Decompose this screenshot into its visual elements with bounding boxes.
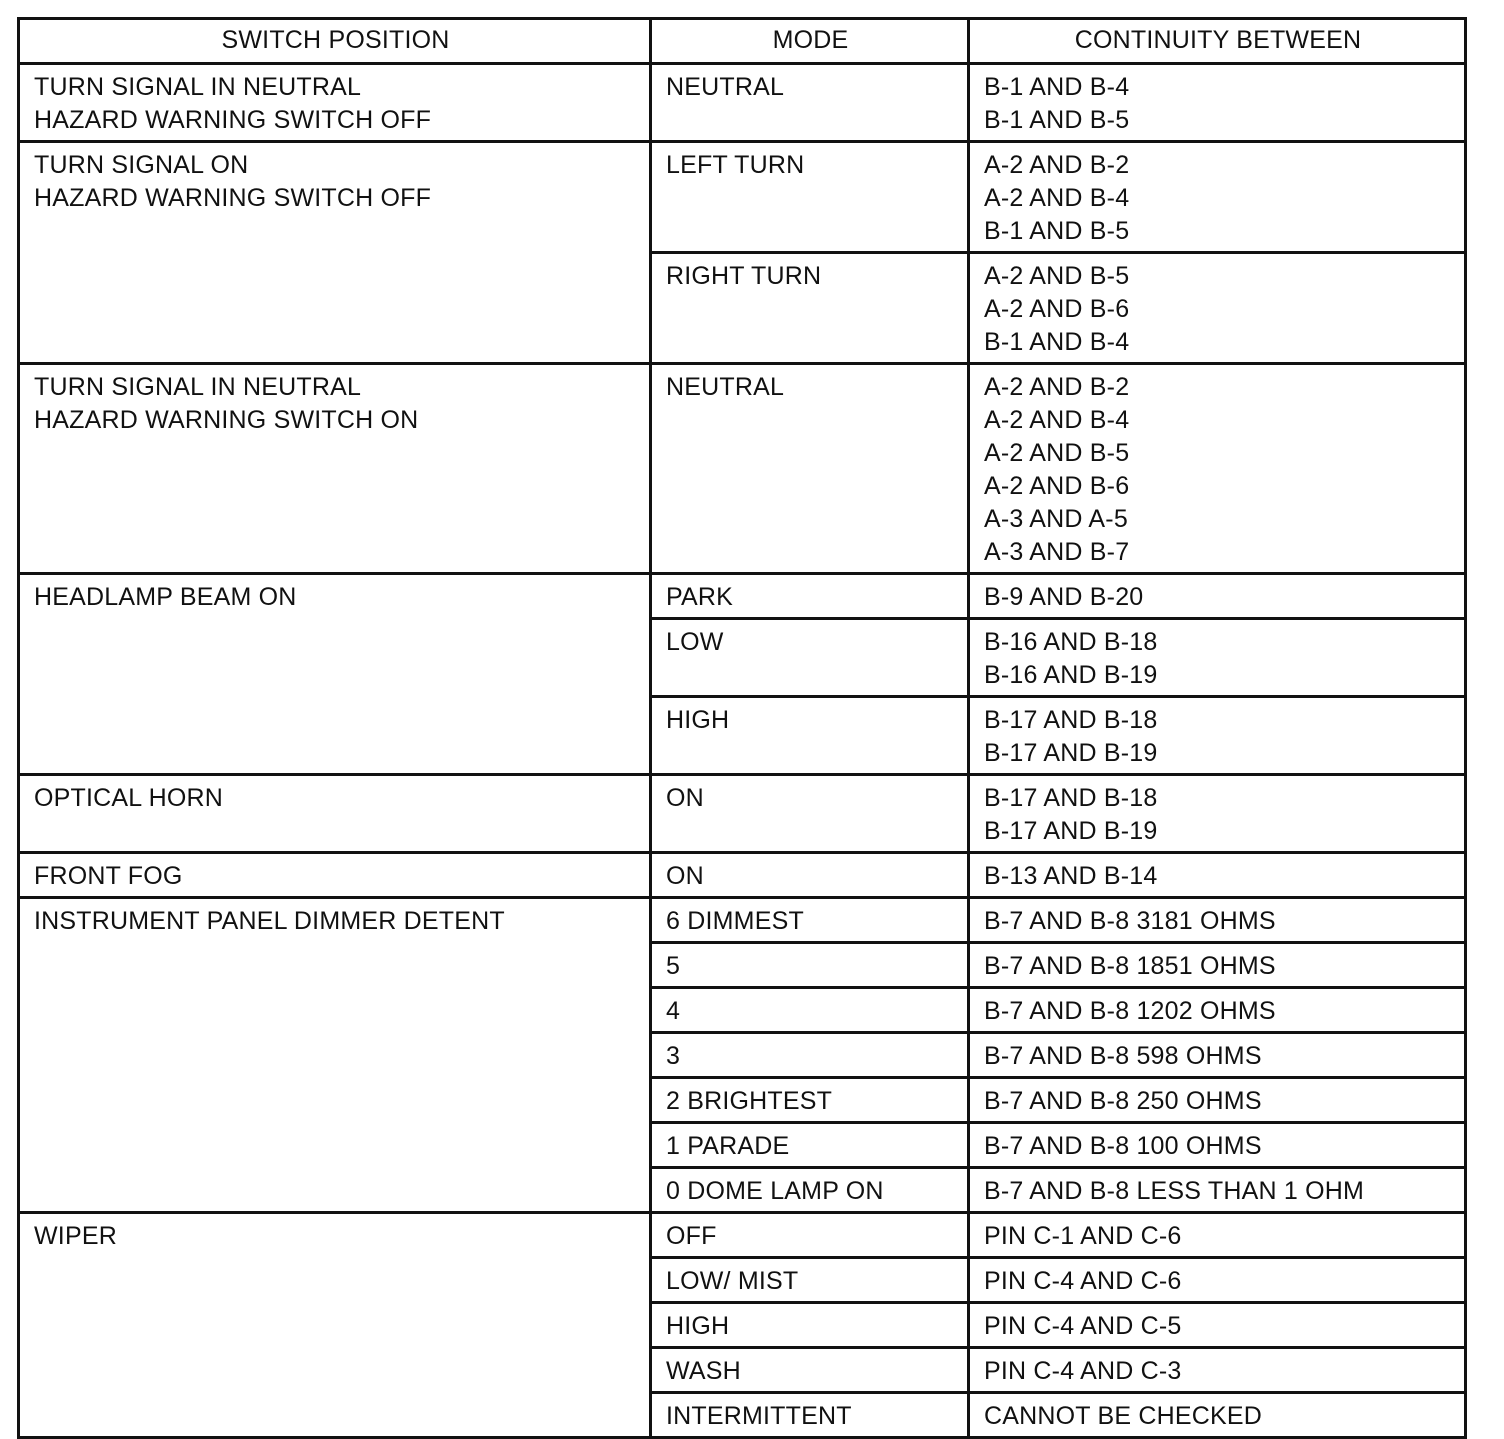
switch-position-cell bbox=[19, 853, 651, 898]
mode-cell bbox=[651, 898, 969, 943]
continuity-cell bbox=[969, 697, 1466, 775]
switch-position-cell bbox=[19, 574, 651, 775]
continuity-text: B-17 AND B-18 bbox=[984, 784, 1158, 812]
switch-position-cell bbox=[19, 775, 651, 853]
mode-cell bbox=[651, 1303, 969, 1348]
switch-position-text: WIPER bbox=[34, 1222, 117, 1250]
continuity-text: A-2 AND B-2 bbox=[984, 151, 1130, 179]
continuity-text: A-2 AND B-5 bbox=[984, 439, 1130, 467]
continuity-text: A-2 AND B-2 bbox=[984, 373, 1130, 401]
mode-text: ON bbox=[666, 862, 704, 890]
mode-cell bbox=[651, 1348, 969, 1393]
continuity-cell bbox=[969, 1123, 1466, 1168]
continuity-cell bbox=[969, 1213, 1466, 1258]
continuity-text: PIN C-4 AND C-5 bbox=[984, 1312, 1182, 1340]
mode-cell bbox=[651, 853, 969, 898]
continuity-cell bbox=[969, 775, 1466, 853]
continuity-text: B-13 AND B-14 bbox=[984, 862, 1158, 890]
mode-text: NEUTRAL bbox=[666, 373, 785, 401]
header-continuity-between: CONTINUITY BETWEEN bbox=[969, 19, 1466, 64]
continuity-text: B-9 AND B-20 bbox=[984, 583, 1144, 611]
continuity-cell bbox=[969, 1258, 1466, 1303]
mode-cell bbox=[651, 775, 969, 853]
mode-cell bbox=[651, 1033, 969, 1078]
continuity-text: A-2 AND B-4 bbox=[984, 406, 1130, 434]
continuity-cell bbox=[969, 142, 1466, 253]
mode-cell bbox=[651, 988, 969, 1033]
mode-text: LEFT TURN bbox=[666, 151, 805, 179]
continuity-cell bbox=[969, 64, 1466, 142]
switch-position-text: HAZARD WARNING SWITCH OFF bbox=[34, 106, 432, 134]
continuity-text: B-7 AND B-8 1851 OHMS bbox=[984, 952, 1276, 980]
continuity-text: B-7 AND B-8 100 OHMS bbox=[984, 1132, 1262, 1160]
table-body bbox=[19, 64, 1466, 1438]
switch-position-text: TURN SIGNAL IN NEUTRAL bbox=[34, 373, 362, 401]
mode-cell bbox=[651, 697, 969, 775]
continuity-cell bbox=[969, 364, 1466, 574]
mode-cell bbox=[651, 1393, 969, 1438]
switch-position-text: TURN SIGNAL IN NEUTRAL bbox=[34, 73, 362, 101]
mode-cell bbox=[651, 64, 969, 142]
table-row bbox=[19, 142, 1466, 253]
continuity-text: B-1 AND B-4 bbox=[984, 328, 1130, 356]
continuity-text: A-2 AND B-6 bbox=[984, 295, 1130, 323]
mode-text: 4 bbox=[666, 997, 681, 1025]
mode-text: OFF bbox=[666, 1222, 717, 1250]
switch-position-text: FRONT FOG bbox=[34, 862, 183, 890]
switch-position-cell bbox=[19, 64, 651, 142]
mode-text: 3 bbox=[666, 1042, 681, 1070]
continuity-text: B-17 AND B-19 bbox=[984, 817, 1158, 845]
continuity-text: B-7 AND B-8 LESS THAN 1 OHM bbox=[984, 1177, 1365, 1205]
mode-cell bbox=[651, 574, 969, 619]
continuity-cell bbox=[969, 943, 1466, 988]
continuity-text: B-16 AND B-18 bbox=[984, 628, 1158, 656]
table-row bbox=[19, 364, 1466, 574]
continuity-cell bbox=[969, 898, 1466, 943]
continuity-text: B-17 AND B-18 bbox=[984, 706, 1158, 734]
continuity-text: A-2 AND B-5 bbox=[984, 262, 1130, 290]
continuity-cell bbox=[969, 853, 1466, 898]
continuity-text: B-1 AND B-5 bbox=[984, 106, 1130, 134]
continuity-cell bbox=[969, 253, 1466, 364]
switch-position-cell bbox=[19, 1213, 651, 1438]
continuity-cell bbox=[969, 1303, 1466, 1348]
continuity-text: B-7 AND B-8 598 OHMS bbox=[984, 1042, 1262, 1070]
switch-position-text: INSTRUMENT PANEL DIMMER DETENT bbox=[34, 907, 505, 935]
continuity-cell bbox=[969, 1033, 1466, 1078]
mode-text: LOW bbox=[666, 628, 724, 656]
continuity-text: A-3 AND B-7 bbox=[984, 538, 1130, 566]
header-row bbox=[19, 19, 1466, 64]
continuity-text: PIN C-4 AND C-6 bbox=[984, 1267, 1182, 1295]
mode-text: 5 bbox=[666, 952, 681, 980]
mode-cell bbox=[651, 943, 969, 988]
mode-cell bbox=[651, 1213, 969, 1258]
continuity-cell bbox=[969, 1078, 1466, 1123]
switch-position-text: OPTICAL HORN bbox=[34, 784, 223, 812]
continuity-text: B-7 AND B-8 250 OHMS bbox=[984, 1087, 1262, 1115]
continuity-text: PIN C-4 AND C-3 bbox=[984, 1357, 1182, 1385]
switch-position-text: HAZARD WARNING SWITCH ON bbox=[34, 406, 419, 434]
continuity-text: B-17 AND B-19 bbox=[984, 739, 1158, 767]
mode-cell bbox=[651, 1168, 969, 1213]
mode-cell bbox=[651, 1123, 969, 1168]
mode-cell bbox=[651, 1258, 969, 1303]
switch-position-text: HEADLAMP BEAM ON bbox=[34, 583, 297, 611]
continuity-text: B-1 AND B-4 bbox=[984, 73, 1130, 101]
continuity-text: B-7 AND B-8 1202 OHMS bbox=[984, 997, 1276, 1025]
switch-position-cell bbox=[19, 142, 651, 364]
table-row bbox=[19, 898, 1466, 943]
mode-text: 2 BRIGHTEST bbox=[666, 1087, 833, 1115]
mode-text: INTERMITTENT bbox=[666, 1402, 852, 1430]
continuity-text: A-3 AND A-5 bbox=[984, 505, 1128, 533]
table-row bbox=[19, 64, 1466, 142]
switch-position-cell bbox=[19, 364, 651, 574]
mode-text: RIGHT TURN bbox=[666, 262, 822, 290]
continuity-cell bbox=[969, 619, 1466, 697]
mode-text: 0 DOME LAMP ON bbox=[666, 1177, 884, 1205]
mode-text: NEUTRAL bbox=[666, 73, 785, 101]
continuity-text: B-7 AND B-8 3181 OHMS bbox=[984, 907, 1276, 935]
continuity-text: CANNOT BE CHECKED bbox=[984, 1402, 1262, 1430]
continuity-text: A-2 AND B-4 bbox=[984, 184, 1130, 212]
mode-text: HIGH bbox=[666, 1312, 730, 1340]
continuity-cell bbox=[969, 574, 1466, 619]
table-row bbox=[19, 853, 1466, 898]
table-row bbox=[19, 574, 1466, 619]
mode-cell bbox=[651, 142, 969, 253]
mode-text: 6 DIMMEST bbox=[666, 907, 804, 935]
mode-cell bbox=[651, 253, 969, 364]
mode-cell bbox=[651, 1078, 969, 1123]
header-mode: MODE bbox=[651, 19, 969, 64]
switch-position-text: HAZARD WARNING SWITCH OFF bbox=[34, 184, 432, 212]
mode-text: PARK bbox=[666, 583, 734, 611]
continuity-text: B-16 AND B-19 bbox=[984, 661, 1158, 689]
continuity-text: A-2 AND B-6 bbox=[984, 472, 1130, 500]
continuity-text: B-1 AND B-5 bbox=[984, 217, 1130, 245]
header-switch-position: SWITCH POSITION bbox=[19, 19, 651, 64]
mode-cell bbox=[651, 364, 969, 574]
mode-text: LOW/ MIST bbox=[666, 1267, 799, 1295]
continuity-cell bbox=[969, 1168, 1466, 1213]
table-row bbox=[19, 1213, 1466, 1258]
mode-text: WASH bbox=[666, 1357, 741, 1385]
table-header bbox=[19, 19, 1466, 64]
mode-text: ON bbox=[666, 784, 704, 812]
continuity-cell bbox=[969, 988, 1466, 1033]
switch-continuity-table bbox=[17, 17, 1467, 1439]
mode-text: HIGH bbox=[666, 706, 730, 734]
continuity-cell bbox=[969, 1393, 1466, 1438]
switch-position-text: TURN SIGNAL ON bbox=[34, 151, 249, 179]
table-row bbox=[19, 775, 1466, 853]
mode-text: 1 PARADE bbox=[666, 1132, 790, 1160]
switch-position-cell bbox=[19, 898, 651, 1213]
continuity-cell bbox=[969, 1348, 1466, 1393]
mode-cell bbox=[651, 619, 969, 697]
continuity-text: PIN C-1 AND C-6 bbox=[984, 1222, 1182, 1250]
